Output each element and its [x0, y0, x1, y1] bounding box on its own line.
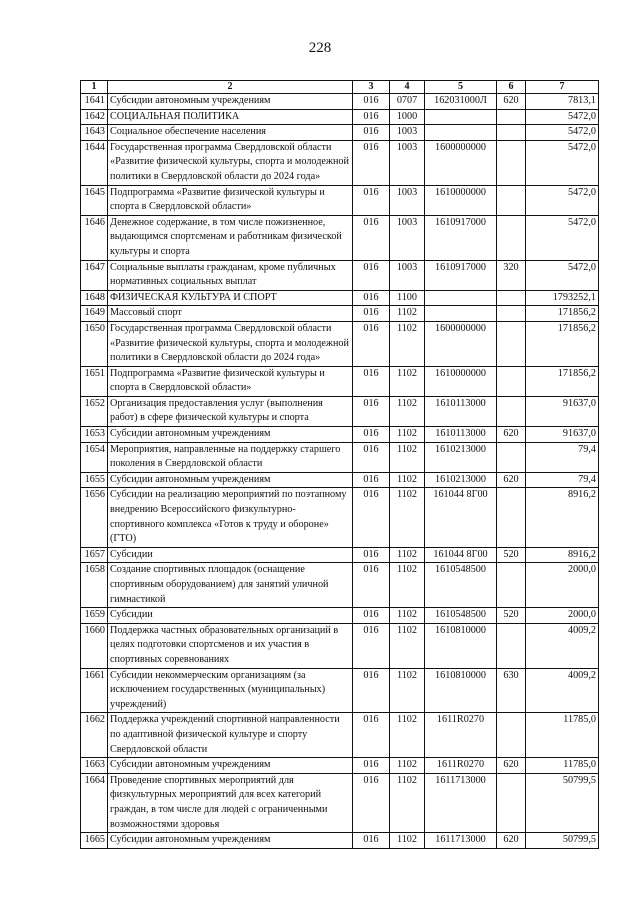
row-name: Мероприятия, направленные на поддержку старшего поколения в Свердловской области: [108, 442, 353, 472]
table-row: [81, 442, 599, 472]
row-vedom: 016: [353, 713, 390, 758]
row-number: 1659: [81, 608, 108, 624]
row-name: Денежное содержание, в том числе пожизненное, выдающимся спортсменам и работникам физической культуры и спорта: [108, 215, 353, 260]
row-vr: [497, 321, 526, 366]
row-vr: 620: [497, 427, 526, 443]
row-vr: [497, 125, 526, 141]
row-sum: 50799,5: [526, 773, 599, 832]
row-sum: 171856,2: [526, 321, 599, 366]
row-vr: [497, 366, 526, 396]
row-number: 1644: [81, 140, 108, 185]
header-row: [81, 81, 599, 94]
row-name: Социальное обеспечение населения: [108, 125, 353, 141]
table-row: [81, 713, 599, 758]
row-sum: 7813,1: [526, 94, 599, 110]
row-vedom: 016: [353, 442, 390, 472]
row-vedom: 016: [353, 140, 390, 185]
row-sum: 5472,0: [526, 125, 599, 141]
table-row: [81, 185, 599, 215]
row-razdel: 1102: [390, 306, 425, 322]
header-col-6: 6: [497, 81, 526, 94]
row-csr: 1610213000: [425, 442, 497, 472]
row-number: 1650: [81, 321, 108, 366]
row-name: Субсидии автономным учреждениям: [108, 427, 353, 443]
row-name: Поддержка учреждений спортивной направленности по адаптивной физической культуре и спорту Свердловской области: [108, 713, 353, 758]
row-vr: [497, 623, 526, 668]
row-vr: 620: [497, 94, 526, 110]
row-vedom: 016: [353, 427, 390, 443]
row-vedom: 016: [353, 488, 390, 547]
row-razdel: 1003: [390, 140, 425, 185]
row-number: 1660: [81, 623, 108, 668]
row-name: ФИЗИЧЕСКАЯ КУЛЬТУРА И СПОРТ: [108, 290, 353, 306]
header-col-4: 4: [390, 81, 425, 94]
row-sum: 4009,2: [526, 668, 599, 713]
row-razdel: 1102: [390, 713, 425, 758]
row-vedom: 016: [353, 563, 390, 608]
row-vedom: 016: [353, 109, 390, 125]
row-sum: 5472,0: [526, 185, 599, 215]
table-row: [81, 833, 599, 849]
row-vedom: 016: [353, 833, 390, 849]
row-csr: [425, 125, 497, 141]
row-name: Проведение спортивных мероприятий для физкультурных мероприятий для всех категорий граждан, в том числе для людей с ограниченными возможностями здоровья: [108, 773, 353, 832]
table-row: [81, 758, 599, 774]
row-razdel: 1102: [390, 547, 425, 563]
row-razdel: 1003: [390, 185, 425, 215]
row-razdel: 0707: [390, 94, 425, 110]
row-vr: 630: [497, 668, 526, 713]
header-col-1: 1: [81, 81, 108, 94]
row-name: Подпрограмма «Развитие физической культуры и спорта в Свердловской области»: [108, 366, 353, 396]
row-csr: 1610548500: [425, 563, 497, 608]
table-row: [81, 140, 599, 185]
row-number: 1642: [81, 109, 108, 125]
row-name: Субсидии на реализацию мероприятий по поэтапному внедрению Всероссийского физкультурно-спортивного комплекса «Готов к труду и обороне» (ГТО): [108, 488, 353, 547]
row-csr: 1610113000: [425, 427, 497, 443]
row-vedom: 016: [353, 366, 390, 396]
row-name: Субсидии некоммерческим организациям (за исключением государственных (муниципальных) учреждений): [108, 668, 353, 713]
row-razdel: 1102: [390, 608, 425, 624]
row-sum: 91637,0: [526, 396, 599, 426]
table-row: [81, 472, 599, 488]
row-number: 1648: [81, 290, 108, 306]
row-name: Субсидии автономным учреждениям: [108, 94, 353, 110]
row-number: 1661: [81, 668, 108, 713]
row-csr: 1610213000: [425, 472, 497, 488]
row-name: Государственная программа Свердловской области «Развитие физической культуры, спорта и молодежной политики в Свердловской области до 2024 года»: [108, 321, 353, 366]
row-csr: 1610000000: [425, 185, 497, 215]
row-name: Поддержка частных образовательных организаций в целях подготовки спортсменов и их участия в спортивных соревнованиях: [108, 623, 353, 668]
row-csr: 1610548500: [425, 608, 497, 624]
row-name: Субсидии автономным учреждениям: [108, 758, 353, 774]
row-csr: 1610000000: [425, 366, 497, 396]
row-csr: 1610810000: [425, 668, 497, 713]
row-number: 1657: [81, 547, 108, 563]
row-razdel: 1102: [390, 396, 425, 426]
row-vedom: 016: [353, 668, 390, 713]
row-csr: 1610810000: [425, 623, 497, 668]
table-row: [81, 608, 599, 624]
row-csr: 1610113000: [425, 396, 497, 426]
row-vr: 620: [497, 758, 526, 774]
row-sum: 79,4: [526, 472, 599, 488]
table-body: [81, 94, 599, 849]
row-vr: [497, 773, 526, 832]
row-vr: 520: [497, 547, 526, 563]
table-row: [81, 366, 599, 396]
row-vedom: 016: [353, 215, 390, 260]
row-vedom: 016: [353, 773, 390, 832]
budget-table: [80, 80, 599, 849]
row-number: 1653: [81, 427, 108, 443]
row-vedom: 016: [353, 290, 390, 306]
row-csr: 1600000000: [425, 321, 497, 366]
table-row: [81, 321, 599, 366]
row-name: Социальные выплаты гражданам, кроме публичных нормативных социальных выплат: [108, 260, 353, 290]
table-row: [81, 773, 599, 832]
row-razdel: 1003: [390, 125, 425, 141]
row-sum: 79,4: [526, 442, 599, 472]
row-csr: 1611R0270: [425, 758, 497, 774]
header-col-2: 2: [108, 81, 353, 94]
page-number: 228: [308, 40, 332, 56]
row-sum: 50799,5: [526, 833, 599, 849]
row-number: 1662: [81, 713, 108, 758]
row-csr: 162031000Л: [425, 94, 497, 110]
row-sum: 8916,2: [526, 488, 599, 547]
row-csr: 1610917000: [425, 215, 497, 260]
row-number: 1645: [81, 185, 108, 215]
row-vedom: 016: [353, 185, 390, 215]
row-vedom: 016: [353, 125, 390, 141]
row-name: Организация предоставления услуг (выполнения работ) в сфере физической культуры и спорта: [108, 396, 353, 426]
table-row: [81, 125, 599, 141]
row-vedom: 016: [353, 472, 390, 488]
table-row: [81, 290, 599, 306]
row-sum: 2000,0: [526, 608, 599, 624]
row-vedom: 016: [353, 260, 390, 290]
row-vr: [497, 488, 526, 547]
row-vr: [497, 442, 526, 472]
row-razdel: 1102: [390, 366, 425, 396]
row-razdel: 1102: [390, 472, 425, 488]
row-vr: 620: [497, 472, 526, 488]
header-col-3: 3: [353, 81, 390, 94]
table-row: [81, 396, 599, 426]
row-vedom: 016: [353, 306, 390, 322]
table-row: [81, 260, 599, 290]
row-sum: 5472,0: [526, 140, 599, 185]
row-number: 1646: [81, 215, 108, 260]
row-number: 1664: [81, 773, 108, 832]
row-vr: [497, 396, 526, 426]
row-vedom: 016: [353, 623, 390, 668]
row-csr: [425, 290, 497, 306]
row-number: 1651: [81, 366, 108, 396]
row-sum: 8916,2: [526, 547, 599, 563]
row-sum: 5472,0: [526, 109, 599, 125]
row-sum: 171856,2: [526, 366, 599, 396]
row-sum: 4009,2: [526, 623, 599, 668]
table-row: [81, 109, 599, 125]
row-sum: 91637,0: [526, 427, 599, 443]
row-vedom: 016: [353, 321, 390, 366]
row-razdel: 1102: [390, 833, 425, 849]
row-razdel: 1102: [390, 773, 425, 832]
row-name: Субсидии автономным учреждениям: [108, 833, 353, 849]
row-number: 1641: [81, 94, 108, 110]
row-csr: 161044 8Г00: [425, 547, 497, 563]
row-number: 1647: [81, 260, 108, 290]
table-row: [81, 94, 599, 110]
row-vedom: 016: [353, 396, 390, 426]
table-row: [81, 215, 599, 260]
row-razdel: 1102: [390, 623, 425, 668]
row-vr: [497, 290, 526, 306]
row-csr: [425, 109, 497, 125]
row-vr: 320: [497, 260, 526, 290]
table-row: [81, 427, 599, 443]
row-number: 1652: [81, 396, 108, 426]
table-row: [81, 547, 599, 563]
row-razdel: 1100: [390, 290, 425, 306]
row-number: 1649: [81, 306, 108, 322]
table-row: [81, 623, 599, 668]
row-sum: 11785,0: [526, 758, 599, 774]
row-sum: 11785,0: [526, 713, 599, 758]
table-row: [81, 668, 599, 713]
row-sum: 1793252,1: [526, 290, 599, 306]
row-razdel: 1102: [390, 668, 425, 713]
row-name: Субсидии: [108, 608, 353, 624]
row-sum: 2000,0: [526, 563, 599, 608]
row-razdel: 1102: [390, 442, 425, 472]
row-name: Субсидии автономным учреждениям: [108, 472, 353, 488]
row-sum: 5472,0: [526, 215, 599, 260]
row-razdel: 1102: [390, 488, 425, 547]
row-number: 1665: [81, 833, 108, 849]
row-razdel: 1003: [390, 260, 425, 290]
row-vr: [497, 306, 526, 322]
row-csr: 1611713000: [425, 773, 497, 832]
row-csr: [425, 306, 497, 322]
row-razdel: 1102: [390, 758, 425, 774]
row-csr: 1611R0270: [425, 713, 497, 758]
row-csr: 1611713000: [425, 833, 497, 849]
row-vedom: 016: [353, 547, 390, 563]
table-row: [81, 306, 599, 322]
row-name: Создание спортивных площадок (оснащение спортивным оборудованием) для занятий уличной гимнастикой: [108, 563, 353, 608]
row-razdel: 1102: [390, 427, 425, 443]
row-number: 1643: [81, 125, 108, 141]
header-col-7: 7: [526, 81, 599, 94]
row-name: Подпрограмма «Развитие физической культуры и спорта в Свердловской области»: [108, 185, 353, 215]
row-number: 1656: [81, 488, 108, 547]
row-sum: 5472,0: [526, 260, 599, 290]
row-vr: [497, 185, 526, 215]
table-row: [81, 563, 599, 608]
row-vr: [497, 109, 526, 125]
row-vr: [497, 563, 526, 608]
header-col-5: 5: [425, 81, 497, 94]
row-vedom: 016: [353, 608, 390, 624]
row-name: Массовый спорт: [108, 306, 353, 322]
table-row: [81, 488, 599, 547]
row-sum: 171856,2: [526, 306, 599, 322]
row-number: 1654: [81, 442, 108, 472]
row-vedom: 016: [353, 758, 390, 774]
row-csr: 1610917000: [425, 260, 497, 290]
row-csr: 1600000000: [425, 140, 497, 185]
row-name: Субсидии: [108, 547, 353, 563]
row-number: 1658: [81, 563, 108, 608]
row-vr: [497, 215, 526, 260]
row-number: 1663: [81, 758, 108, 774]
row-vr: 620: [497, 833, 526, 849]
row-number: 1655: [81, 472, 108, 488]
row-razdel: 1003: [390, 215, 425, 260]
row-name: СОЦИАЛЬНАЯ ПОЛИТИКА: [108, 109, 353, 125]
row-razdel: 1102: [390, 563, 425, 608]
row-razdel: 1000: [390, 109, 425, 125]
row-razdel: 1102: [390, 321, 425, 366]
row-vr: 520: [497, 608, 526, 624]
row-vr: [497, 140, 526, 185]
row-csr: 161044 8Г00: [425, 488, 497, 547]
row-vedom: 016: [353, 94, 390, 110]
row-name: Государственная программа Свердловской области «Развитие физической культуры, спорта и молодежной политики в Свердловской области до 2024 года»: [108, 140, 353, 185]
row-vr: [497, 713, 526, 758]
